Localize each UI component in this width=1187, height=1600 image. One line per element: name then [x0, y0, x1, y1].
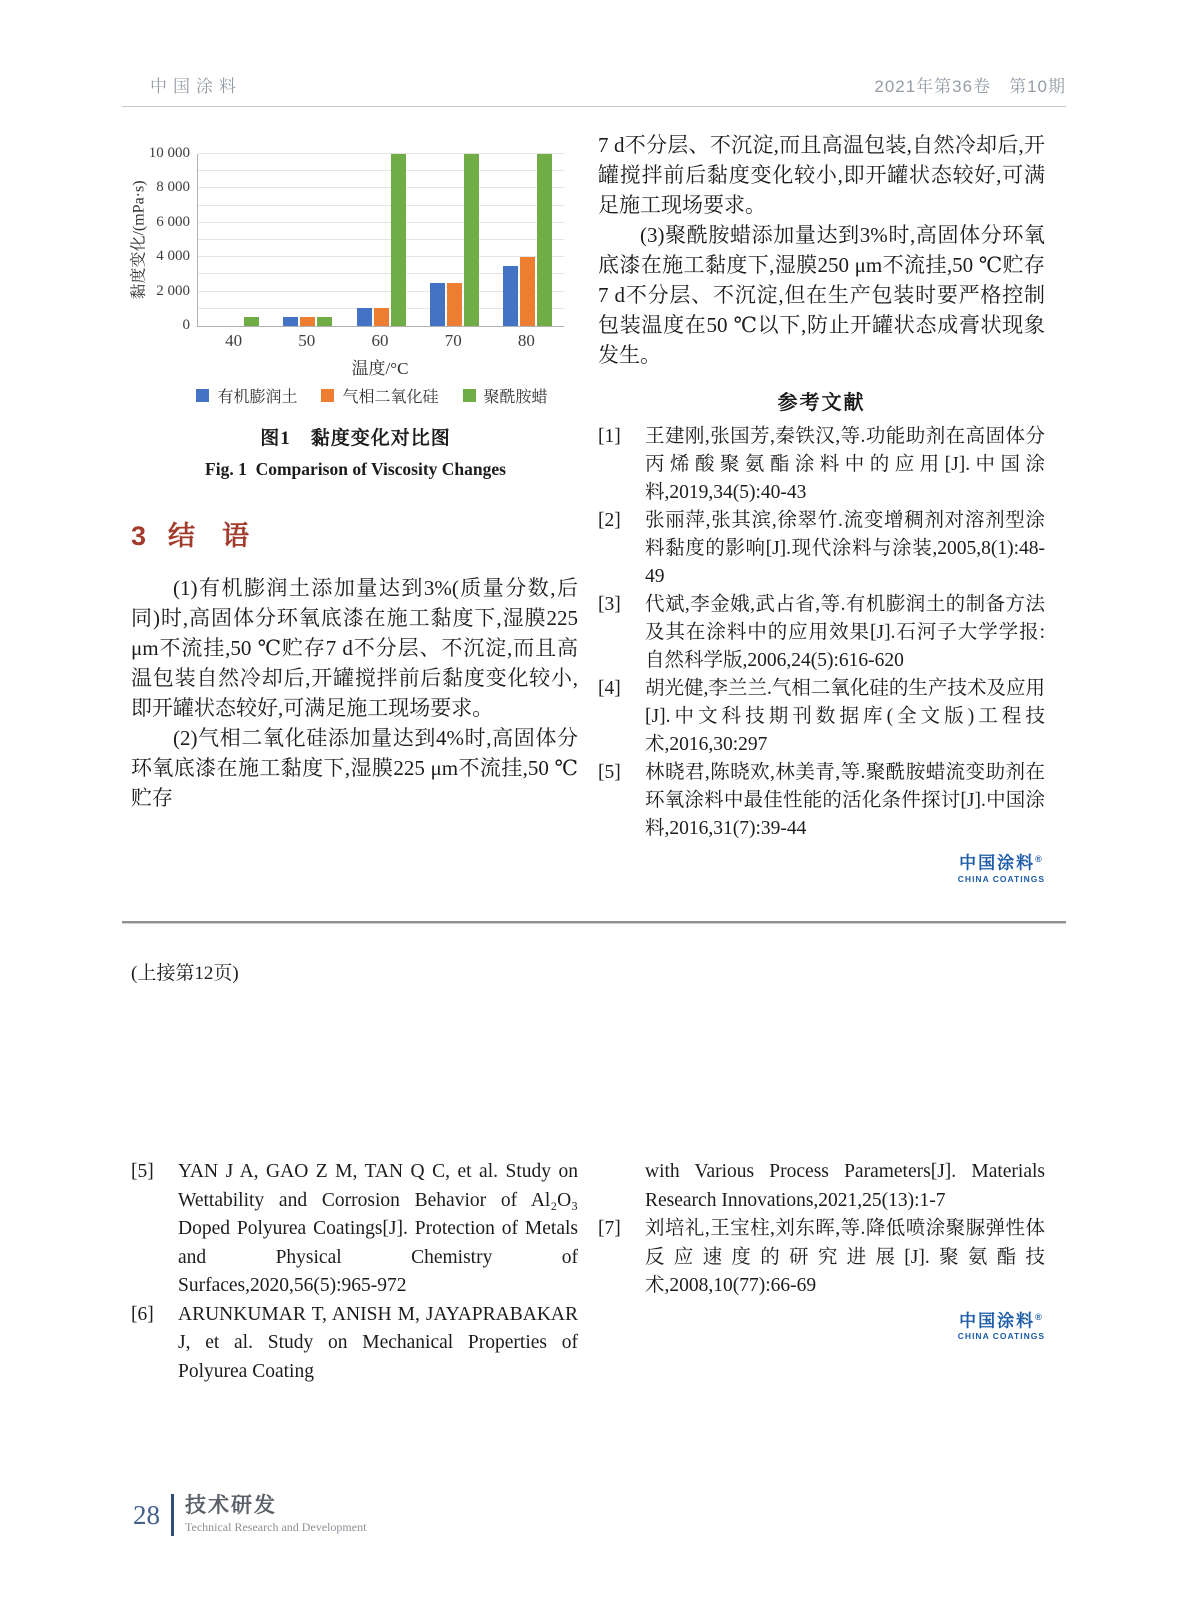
reference-text: ARUNKUMAR T, ANISH M, JAYAPRABAKAR J, et al. Study on Mechanical Properties of Polyurea Coating [178, 1303, 578, 1382]
legend-label: 聚酰胺蜡 [483, 389, 548, 406]
figure-caption-en: Fig. 1 Comparison of Viscosity Changes [205, 459, 506, 479]
reference-item [131, 1301, 578, 1387]
bar-有机膨润土-50 [283, 317, 298, 326]
logo-text-en: CHINA COATINGS [957, 873, 1045, 884]
references-list [131, 1158, 578, 1386]
y-axis-title: 黏度变化/(mPa·s) [130, 180, 148, 300]
footer-section-zh: 技术研发 [185, 1494, 277, 1517]
page-header [122, 72, 1066, 107]
reference-text: with Various Process Parameters[J]. Materials Research Innovations,2021,25(13):1-7 [645, 1161, 1045, 1211]
bar-group-80 [491, 154, 564, 326]
bar-气相二氧化硅-80 [520, 257, 535, 326]
section-title: 结 语 [168, 521, 250, 551]
article-divider [122, 921, 1066, 924]
bar-series-container [198, 154, 564, 326]
figure-caption-zh: 图1 黏度变化对比图 [260, 428, 451, 449]
logo-text-zh: 中国涂料® [959, 853, 1044, 873]
section-heading [131, 514, 578, 553]
bar-group-60 [344, 154, 417, 326]
y-tick-label: 2 000 [156, 282, 190, 299]
y-tick-label: 0 [182, 317, 190, 333]
legend-label: 气相二氧化硅 [342, 389, 439, 406]
journal-name: 中国涂料 [150, 77, 242, 96]
viscosity-chart [130, 145, 563, 333]
reference-number: [7] [598, 1218, 621, 1239]
reference-text: 王建刚,张国芳,秦铁汉,等.功能助剂在高固体分丙烯酸聚氨酯涂料中的应用[J].中国涂料,2019,34(5):40-43 [645, 426, 1045, 503]
reference-text: 胡光健,李兰兰.气相二氧化硅的生产技术及应用[J].中文科技期刊数据库(全文版)工程技术,2016,30:297 [645, 678, 1045, 755]
registered-mark-icon: ® [1035, 854, 1044, 864]
reference-number: [4] [598, 678, 621, 699]
bar-group-70 [418, 154, 491, 326]
right-column [598, 130, 1045, 887]
bar-有机膨润土-60 [357, 308, 372, 326]
x-axis-ticks [197, 331, 563, 351]
reference-item [131, 1158, 578, 1301]
reference-item [598, 423, 1045, 507]
section-number: 3 [131, 521, 147, 551]
legend-item [463, 384, 548, 407]
x-tick-label: 60 [371, 331, 389, 350]
issue-info: 2021年第36卷 第10期 [874, 77, 1066, 96]
bar-气相二氧化硅-50 [300, 317, 315, 326]
reference-number: [1] [598, 426, 621, 447]
reference-item [598, 1215, 1045, 1301]
bar-气相二氧化硅-60 [374, 308, 389, 326]
legend-swatch-icon [463, 389, 476, 402]
x-tick-label: 70 [444, 331, 462, 350]
page-number: 28 [133, 1499, 160, 1530]
x-tick-label: 40 [225, 331, 243, 350]
page-footer [133, 1494, 366, 1536]
reference-item [598, 1158, 1045, 1215]
reference-text: 林晓君,陈晓欢,林美青,等.聚酰胺蜡流变助剂在环氧涂料中最佳性能的活化条件探讨[J].中国涂料,2016,31(7):39-44 [645, 762, 1045, 839]
reference-text: 刘培礼,王宝柱,刘东晖,等.降低喷涂聚脲弹性体反应速度的研究进展[J].聚氨酯技术,2008,10(77):66-69 [645, 1218, 1045, 1296]
bar-有机膨润土-70 [430, 283, 445, 326]
reference-number: [2] [598, 510, 621, 531]
continued-refs-right [598, 1158, 1045, 1344]
bar-有机膨润土-80 [503, 266, 518, 326]
references-list [598, 1158, 1045, 1301]
legend-label: 有机膨润土 [217, 389, 298, 406]
conclusion-paragraph-1: (1)有机膨润土添加量达到3%(质量分数,后同)时,高固体分环氧底漆在施工黏度下,湿膜225 μm不流挂,50 ℃贮存7 d不分层、不沉淀,而且高温包装自然冷却后,开罐搅拌前后黏度变化较小,即开罐状态较好,可满足施工现场要求。 [131, 576, 578, 720]
conclusion-paragraph-3: (3)聚酰胺蜡添加量达到3%时,高固体分环氧底漆在施工黏度下,湿膜250 μm不流挂,50 ℃贮存7 d不分层、不沉淀,但在生产包装时要严格控制包装温度在50 ℃以下,防止开罐状态成膏状现象发生。 [598, 223, 1045, 367]
continuation-note: (上接第12页) [131, 963, 239, 984]
legend-swatch-icon [321, 389, 334, 402]
china-coatings-logo [598, 851, 1045, 887]
bar-聚酰胺蜡-70 [464, 154, 479, 326]
figure-block [130, 138, 578, 480]
logo-text-zh: 中国涂料® [959, 1311, 1044, 1331]
china-coatings-logo [598, 1309, 1045, 1345]
y-tick-label: 8 000 [156, 179, 190, 196]
reference-item [598, 675, 1045, 759]
reference-text: 张丽萍,张其滨,徐翠竹.流变增稠剂对溶剂型涂料黏度的影响[J].现代涂料与涂装,2005,8(1):48-49 [645, 510, 1045, 587]
reference-item [598, 759, 1045, 843]
registered-mark-icon: ® [1035, 1311, 1044, 1322]
footer-section-en: Technical Research and Development [185, 1520, 367, 1534]
y-tick-label: 4 000 [156, 248, 190, 265]
reference-item [598, 591, 1045, 675]
footer-divider-bar [171, 1494, 174, 1536]
references-list [598, 423, 1045, 843]
bar-group-40 [198, 154, 271, 326]
legend-item [321, 384, 438, 407]
reference-text: YAN J A, GAO Z M, TAN Q C, et al. Study on Wettability and Corrosion Behavior of Al₂O₃ Doped Polyurea Coatings[J]. Protection of Metals and Physical Chemistry of Surfaces,2020,56(5):965-972 [178, 1161, 578, 1296]
logo-text-en: CHINA COATINGS [957, 1331, 1045, 1342]
reference-number: [6] [131, 1303, 154, 1325]
continued-refs-left [131, 1158, 578, 1386]
references-title: 参考文献 [777, 392, 866, 414]
conclusion-paragraph-2-continued: 7 d不分层、不沉淀,而且高温包装,自然冷却后,开罐搅拌前后黏度变化较小,即开罐状态较好,可满足施工现场要求。 [598, 133, 1045, 217]
conclusion-paragraph-2: (2)气相二氧化硅添加量达到4%时,高固体分环氧底漆在施工黏度下,湿膜225 μm不流挂,50 ℃贮存 [131, 726, 578, 810]
reference-text: 代斌,李金娥,武占省,等.有机膨润土的制备方法及其在涂料中的应用效果[J].石河子大学学报:自然科学版,2006,24(5):616-620 [645, 594, 1045, 671]
bar-气相二氧化硅-70 [447, 283, 462, 326]
bar-聚酰胺蜡-80 [537, 154, 552, 326]
x-tick-label: 80 [517, 331, 535, 350]
bar-聚酰胺蜡-60 [391, 154, 406, 326]
legend-item [196, 384, 297, 407]
reference-number: [5] [131, 1161, 154, 1182]
chart-legend [167, 384, 577, 407]
plot-area [148, 145, 564, 333]
bar-group-50 [271, 154, 344, 326]
bar-聚酰胺蜡-50 [317, 317, 332, 326]
legend-swatch-icon [196, 389, 209, 402]
y-tick-label: 10 000 [148, 145, 190, 161]
reference-item [598, 507, 1045, 591]
reference-number [598, 1158, 645, 1215]
bar-聚酰胺蜡-40 [244, 317, 259, 326]
y-tick-label: 6 000 [156, 213, 190, 230]
reference-number: [5] [598, 762, 621, 783]
conclusion-section [131, 514, 578, 813]
reference-number: [3] [598, 594, 621, 615]
x-axis-title: 温度/°C [351, 359, 409, 378]
x-tick-label: 50 [298, 331, 316, 350]
